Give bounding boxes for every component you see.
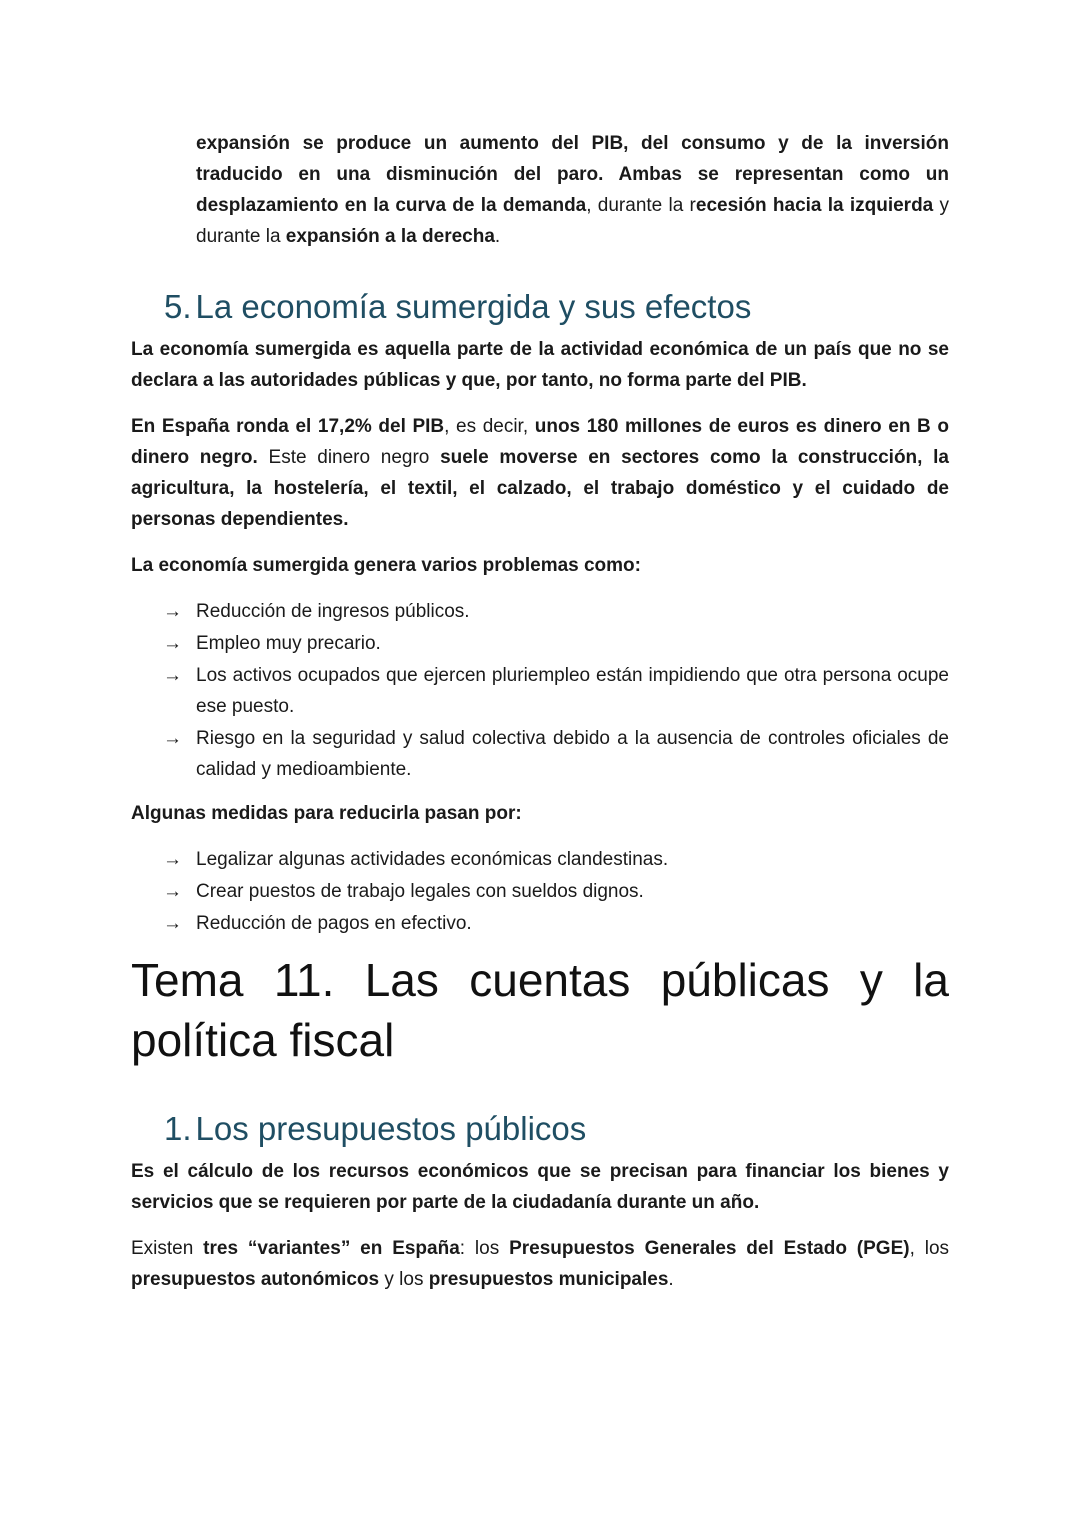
section-number: 1.: [164, 1110, 192, 1147]
page-content: [131, 128, 949, 1295]
section-title: La economía sumergida y sus efectos: [195, 288, 752, 325]
arrow-icon: →: [163, 601, 182, 622]
measures-intro: Algunas medidas para reducirla pasan por:: [131, 803, 522, 824]
section-number: 5.: [164, 288, 192, 325]
problems-list: [131, 596, 949, 785]
list-item: → Los activos ocupados que ejercen pluriempleo están impidiendo que otra persona ocupe ese puesto.: [131, 660, 949, 722]
problems-intro: La economía sumergida genera varios problemas como:: [131, 555, 641, 576]
arrow-icon: →: [163, 633, 182, 654]
measures-list: [131, 844, 949, 939]
chapter-title: Tema 11. Las cuentas públicas y la política fiscal: [131, 954, 949, 1066]
section-heading-1: [131, 1108, 949, 1150]
arrow-icon: →: [163, 881, 182, 902]
definition-paragraph: La economía sumergida es aquella parte de la actividad económica de un país que no se declara a las autoridades públicas y que, por tanto, no forma parte del PIB.: [131, 339, 949, 391]
spain-paragraph: En España ronda el 17,2% del PIB, es decir, unos 180 millones de euros es dinero en B o dinero negro. Este dinero negro suele moverse en sectores como la construcción, la agricultura, la hostelería, el textil, el calzado, el trabajo doméstico y el cuidado de personas dependientes.: [131, 416, 949, 530]
arrow-icon: →: [163, 913, 182, 934]
variants-paragraph: Existen tres “variantes” en España: los Presupuestos Generales del Estado (PGE), los presupuestos autonómicos y los presupuestos municipales.: [131, 1238, 950, 1290]
list-item: → Reducción de ingresos públicos.: [131, 596, 949, 627]
section-title: Los presupuestos públicos: [195, 1110, 587, 1147]
list-item: → Empleo muy precario.: [131, 628, 949, 659]
section-heading-5: [131, 286, 949, 328]
list-item: → Crear puestos de trabajo legales con sueldos dignos.: [131, 876, 949, 907]
list-item: → Legalizar algunas actividades económicas clandestinas.: [131, 844, 949, 875]
arrow-icon: →: [163, 728, 182, 749]
list-item: → Reducción de pagos en efectivo.: [131, 908, 949, 939]
continued-paragraph: expansión se produce un aumento del PIB, del consumo y de la inversión traducido en una disminución del paro. Ambas se representan como un desplazamiento en la curva de la demanda, durante la recesión hacia la izquierda y durante la expansión a la derecha.: [196, 133, 950, 247]
arrow-icon: →: [163, 665, 182, 686]
list-item: → Riesgo en la seguridad y salud colectiva debido a la ausencia de controles oficiales de calidad y medioambiente.: [131, 723, 949, 785]
budget-definition: Es el cálculo de los recursos económicos que se precisan para financiar los bienes y servicios que se requieren por parte de la ciudadanía durante un año.: [131, 1161, 949, 1213]
arrow-icon: →: [163, 849, 182, 870]
